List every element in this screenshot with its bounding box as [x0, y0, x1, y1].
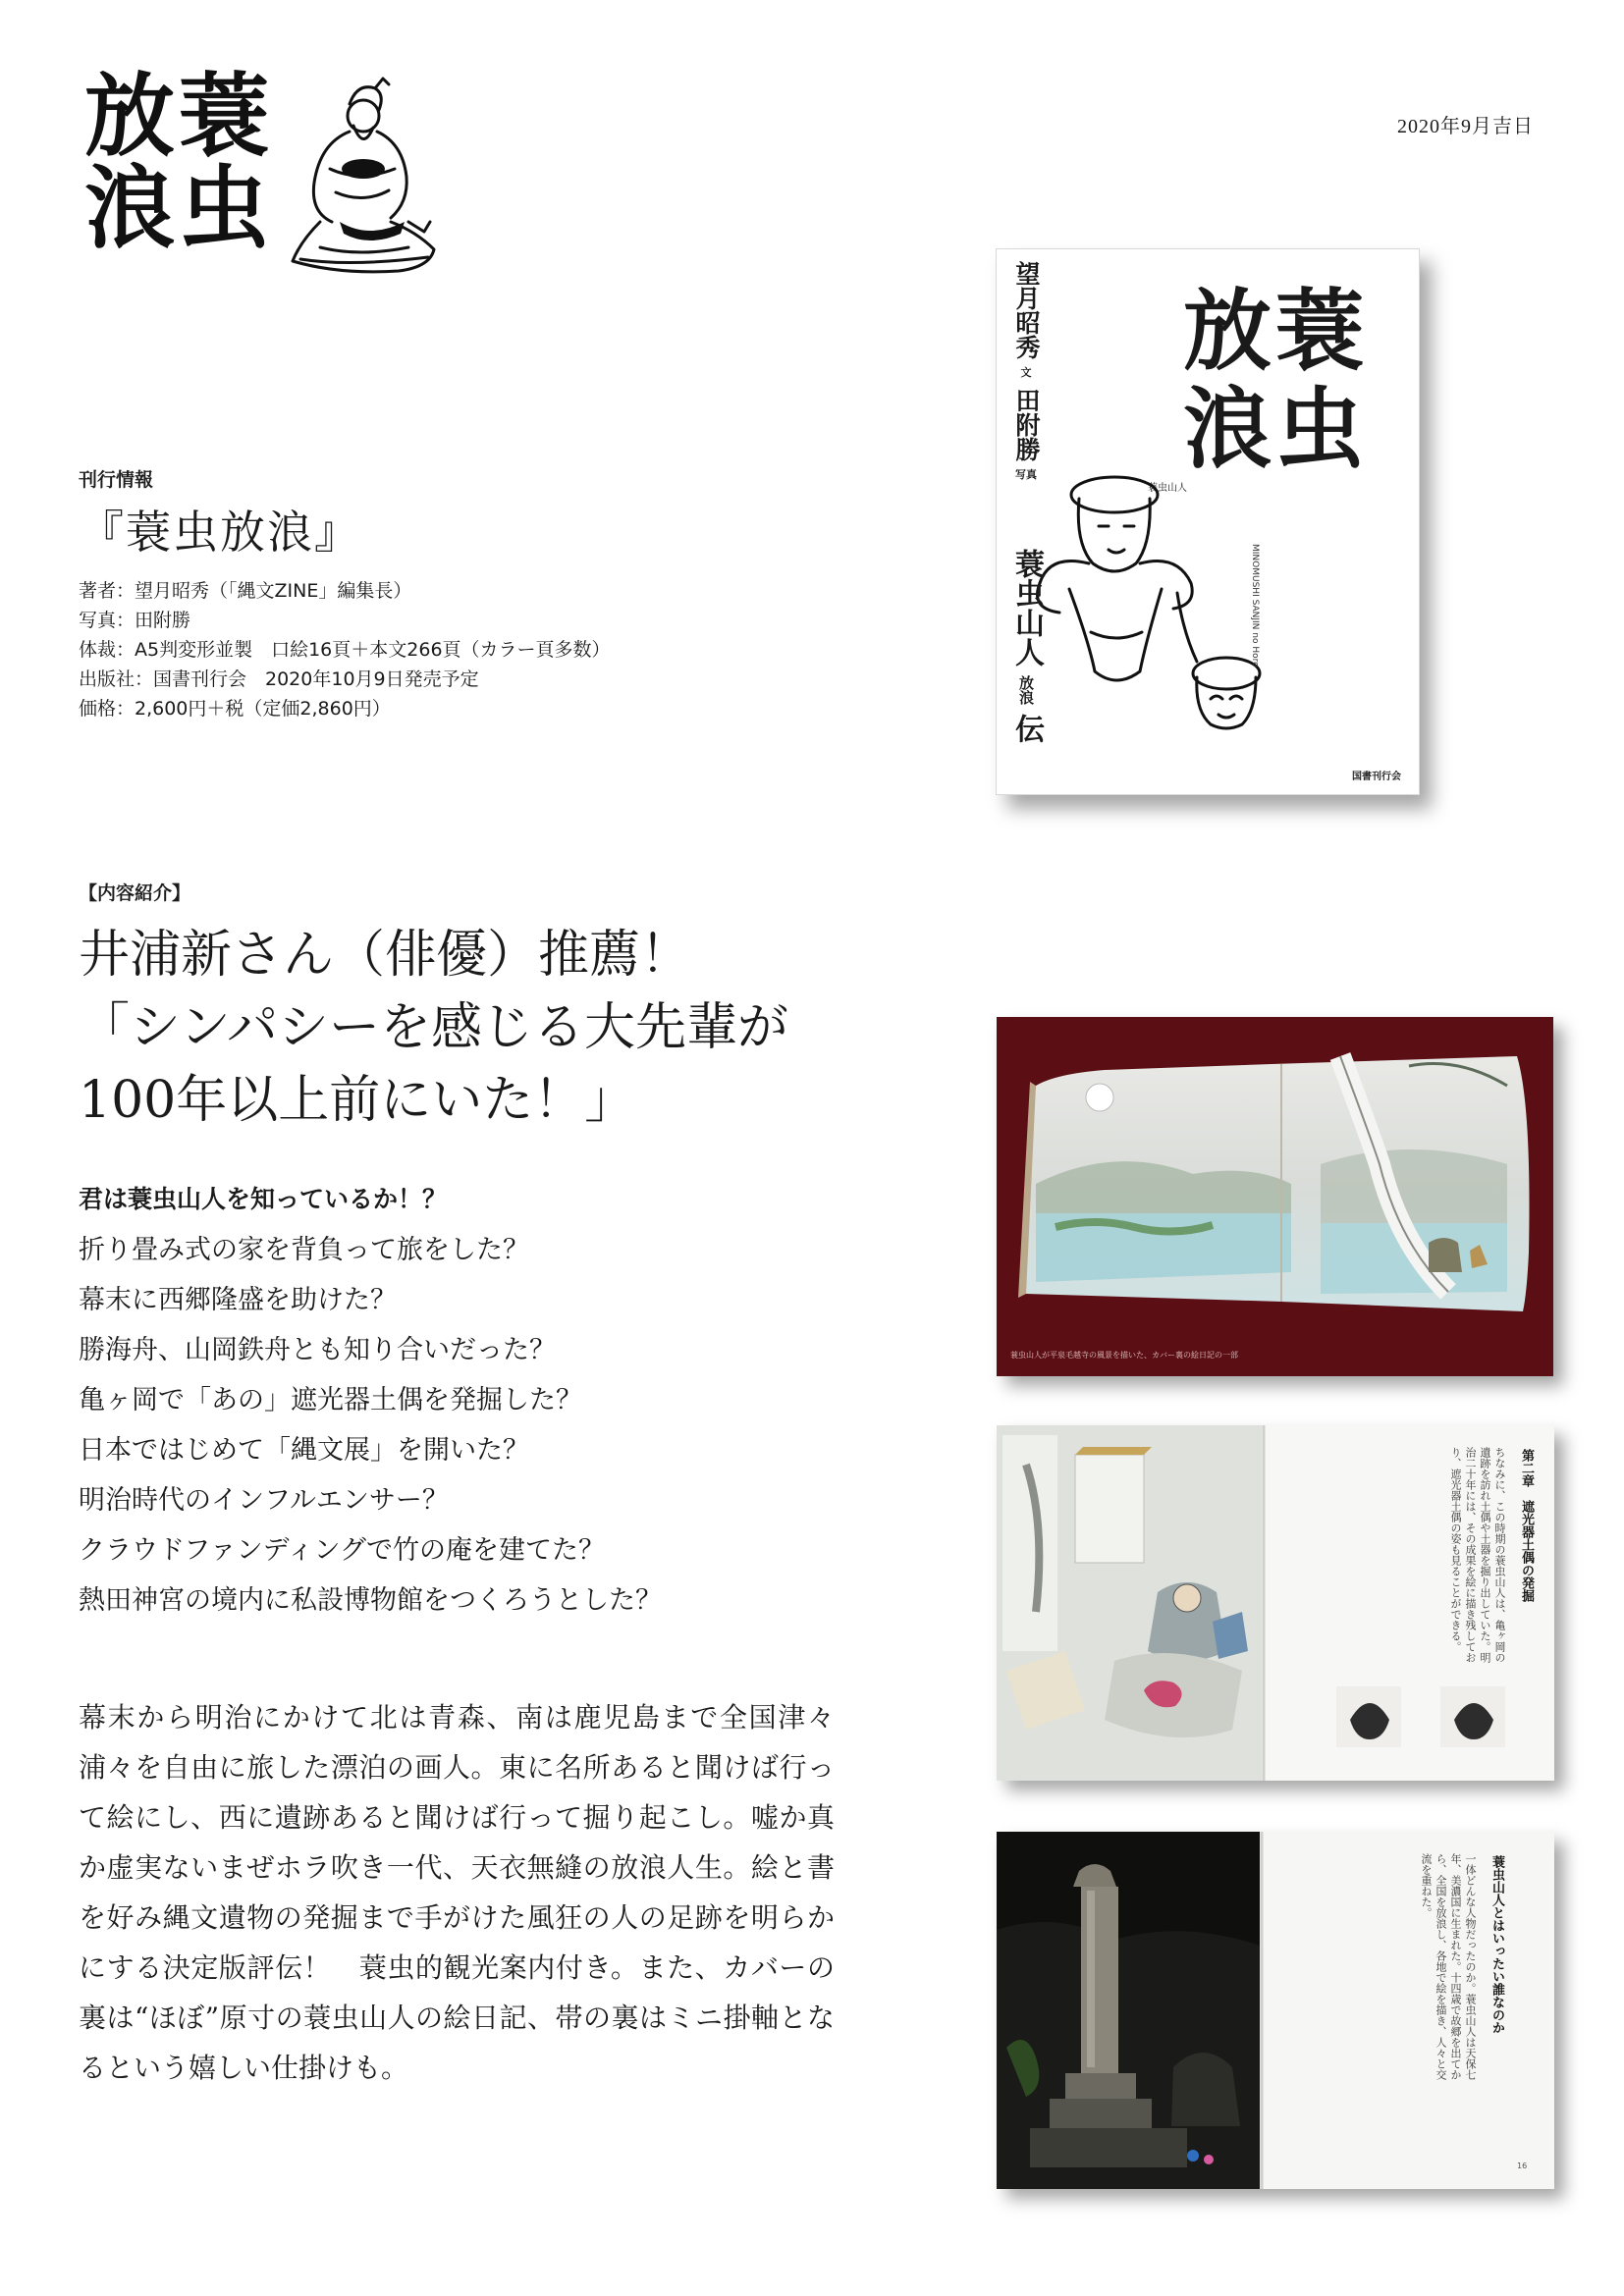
svg-text:蓑虫山人: 蓑虫山人: [1148, 483, 1187, 494]
cover-author-role: 文: [1020, 366, 1032, 379]
spread-heading: 第二章 遮光器土偶の発掘: [1519, 1449, 1534, 1602]
question-item: 日本ではじめて「縄文展」を開いた？: [79, 1435, 529, 1466]
publication-info: [79, 465, 923, 723]
content-introduction: [79, 879, 923, 2093]
cover-photographer: 田附勝: [1012, 388, 1041, 461]
book-spread-photo-monument: [997, 1832, 1554, 2189]
question-item: 折り畳み式の家を背負って旅をした？: [79, 1235, 529, 1265]
issue-date: 2020年9月吉日: [1397, 116, 1534, 137]
spread-heading: 蓑虫山人とはいったい誰なのか: [1489, 1855, 1504, 2034]
page-number: 16: [1517, 2162, 1528, 2170]
cover-subtitle-end: 伝: [1009, 714, 1044, 743]
logo: [84, 64, 438, 287]
cover-publisher: 国書刊行会: [1352, 772, 1401, 782]
detail-photographer: 写真：田附勝: [79, 610, 191, 631]
publication-details: [79, 576, 923, 723]
question-item: 熱田神宮の境内に私設博物館をつくろうとした？: [79, 1585, 662, 1616]
cover-subtitle: [1001, 549, 1052, 752]
question-item: 勝海舟、山岡鉄舟とも知り合いだった？: [79, 1335, 556, 1365]
cover-subtitle-main: 蓑虫山人: [1009, 549, 1044, 667]
book-spread-photo-dogu: [997, 1425, 1554, 1781]
question-item: 明治時代のインフルエンサー？: [79, 1485, 449, 1516]
question-title: 君は蓑虫山人を知っているか！？: [79, 1185, 448, 1213]
spread-text: 一体どんな人物だったのか。蓑虫山人は天保七年、美濃国に生まれた。十四歳で故郷を出てから、全国を放浪し、各地で絵を描き、人々と交流を重ねた。: [1420, 1853, 1477, 2080]
detail-publisher: 出版社：国書刊行会 2020年10月9日発売予定: [79, 668, 479, 690]
publication-label: 刊行情報: [79, 469, 154, 491]
question-item: 亀ヶ岡で「あの」遮光器土偶を発掘した？: [79, 1385, 582, 1415]
question-item: 幕末に西郷隆盛を助けた？: [79, 1285, 397, 1315]
question-list: [79, 1225, 923, 1626]
question-item: クラウドファンディングで竹の庵を建てた？: [79, 1535, 605, 1566]
book-spread-photo-landscape: [997, 1017, 1553, 1376]
detail-author: 著者：望月昭秀（「縄文ZINE」編集長）: [79, 580, 412, 602]
recommendation-headline: 井浦新さん（俳優）推薦！ 「シンパシーを感じる大先輩が 100年以上前にいた！」: [79, 926, 789, 1130]
landscape-painting-image: [997, 1017, 1553, 1376]
cover-photographer-role: 写真: [1015, 468, 1037, 481]
cover-author: 望月昭秀: [1012, 261, 1041, 359]
spread-caption: 蓑虫山人が平泉毛越寺の風景を描いた、カバー裏の絵日記の一部: [1010, 1351, 1238, 1360]
cover-subtitle-small: 放浪: [1017, 675, 1035, 705]
book-cover: [996, 248, 1420, 795]
spread-text: ちなみに、この時期の蓑虫山人は、亀ヶ岡の遺跡を訪れ土偶や土器を掘り出していた。明治二十年には、その成果を絵に描き残しており、遮光器土偶の姿も見ることができる。: [1449, 1447, 1506, 1663]
sage-figure-icon: [281, 75, 438, 281]
detail-price: 価格：2,600円＋税（定価2,860円）: [79, 698, 391, 720]
logo-title: 放蓑 浪虫: [84, 64, 274, 261]
book-title: 『蓑虫放浪』: [79, 506, 361, 559]
description-body: 幕末から明治にかけて北は青森、南は鹿児島まで全国津々浦々を自由に旅した漂泊の画人。東に名所あると聞けば行って絵にし、西に遺跡あると聞けば行って掘り起こし。嘘か真か虚実ないまぜホラ吹き一代、天衣無縫の放浪人生。絵と書を好み縄文遺物の発掘まで手がけた風狂の人の足跡を明らかにする決定版評伝！ 蓑虫的観光案内付き。また、カバーの裏は“ほぼ”原寸の蓑虫山人の絵日記、帯の裏はミニ掛軸となるという嬉しい仕掛けも。: [79, 1701, 835, 2084]
intro-label: 【内容紹介】: [79, 882, 191, 904]
detail-format: 体裁：A5判変形並製 口絵16頁＋本文266頁（カラー頁多数）: [79, 639, 611, 661]
cover-roman-title: MINOMUSHI SANJIN no Horo: [1250, 544, 1260, 667]
cover-title: 放蓑 浪虫: [1183, 280, 1368, 481]
